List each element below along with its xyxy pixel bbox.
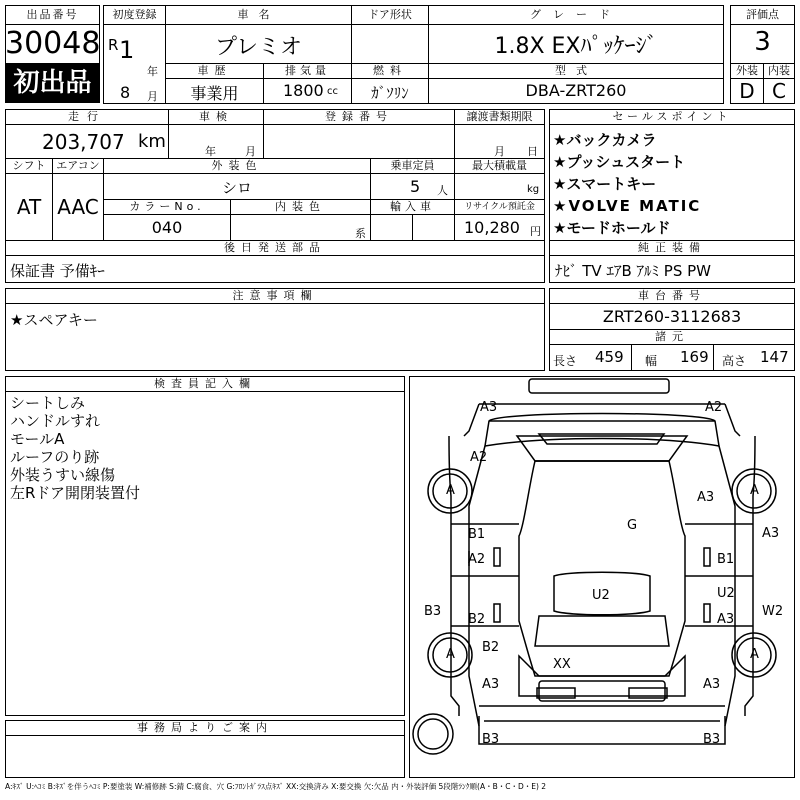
transfer-day-unit: 日 (527, 145, 538, 158)
inspector-line: シートしみ (10, 394, 86, 412)
shift-label: シフト (12, 159, 46, 172)
mark: A3 (697, 490, 715, 505)
width-label: 幅 (645, 354, 658, 368)
height-label: 高さ (722, 354, 747, 368)
reg-month: 8 (120, 83, 131, 102)
reg-no-label: 登録番号 (325, 110, 393, 123)
right-door-lines (685, 524, 753, 626)
inspector-label: 検査員記入欄 (154, 377, 256, 390)
import-cell-b (412, 214, 455, 241)
cabin (519, 461, 685, 676)
mark: A3 (482, 677, 500, 692)
mark: A3 (717, 612, 735, 627)
mark: A (446, 647, 455, 662)
month-unit: 月 (147, 90, 158, 103)
color: シロ (221, 179, 252, 197)
rear-bumper-lines (479, 706, 725, 721)
office-label: 事務局よりご案内 (137, 721, 273, 734)
left-front-handle (494, 548, 500, 566)
notes-value: ★スペアキー (10, 311, 98, 329)
right-front-handle (704, 548, 710, 566)
interior-grade: C (772, 79, 786, 103)
mileage: 203,707 (42, 130, 125, 154)
grade: 1.8X EXﾊﾟｯｹｰｼﾞ (494, 34, 658, 59)
exterior-label: 外装 (736, 64, 758, 77)
sales-point-item: ★モードホールド (553, 219, 671, 237)
sales-points-list (553, 129, 701, 239)
spare-tire (413, 714, 453, 754)
displacement: 1800 (283, 81, 324, 100)
mark: A (750, 647, 759, 662)
front-corners (464, 404, 740, 436)
front-bumper-lines (479, 404, 725, 421)
genuine-label: 純正装備 (638, 241, 706, 254)
mark: W2 (762, 604, 784, 619)
seats-unit: 人 (437, 184, 448, 197)
sales-point-item: ★スマートキー (553, 175, 657, 193)
mark: A (750, 483, 759, 498)
mark: G (627, 518, 638, 533)
mark: A2 (468, 552, 486, 567)
chassis-label: 車台番号 (638, 289, 706, 302)
height: 147 (760, 348, 789, 366)
int-color-cell (230, 214, 371, 241)
width: 169 (680, 348, 709, 366)
left-rear-handle (494, 604, 500, 622)
rear-window (535, 616, 669, 646)
mileage-unit: km (138, 131, 166, 152)
interior-label: 内装 (768, 64, 790, 77)
grade-label: グレード (530, 8, 622, 21)
mark: A (446, 483, 455, 498)
inspector-lines (10, 394, 140, 502)
score-label: 評価点 (746, 8, 779, 21)
int-color-label: 内装色 (275, 200, 326, 213)
history: 事業用 (190, 84, 239, 103)
mark: A3 (480, 400, 498, 415)
fuel: ｶﾞｿﾘﾝ (371, 84, 409, 102)
door-label: ドア形状 (368, 8, 412, 21)
exterior-grade: D (739, 79, 755, 103)
score: 3 (754, 27, 771, 57)
mark: A2 (470, 450, 488, 465)
int-color-unit: 系 (355, 227, 366, 240)
fuel-label: 燃料 (373, 64, 407, 77)
model-label: 型式 (555, 64, 597, 77)
load-label: 最大積載量 (472, 159, 527, 172)
import-cell-a (370, 214, 413, 241)
mark: B1 (717, 552, 735, 567)
inspector-line: ハンドルすれ (10, 412, 101, 430)
ac-label: エアコン (56, 159, 100, 172)
length: 459 (595, 348, 624, 366)
shift: AT (16, 195, 42, 219)
year-unit: 年 (147, 65, 158, 78)
inspection-year-unit: 年 (205, 145, 216, 158)
length-label: 長さ (553, 354, 578, 368)
genuine-equipment: ﾅﾋﾞ TV ｴｱB ｱﾙﾐ PS PW (555, 262, 711, 280)
recycle: 10,280 (464, 218, 520, 237)
reg-no-cell (263, 124, 455, 159)
mark: U2 (592, 588, 610, 603)
history-label: 車歴 (197, 64, 232, 77)
era: R (108, 36, 119, 54)
later-parts: 保証書 予備ｷｰ (10, 262, 105, 280)
mark: B1 (468, 527, 486, 542)
sales-point-item: ★VOLVE MATIC (553, 197, 702, 215)
chassis-no: ZRT260-3112683 (602, 307, 742, 326)
recycle-label: リサイクル預託金 (464, 202, 535, 212)
dimensions-label: 諸元 (655, 330, 689, 343)
later-parts-label: 後日発送部品 (224, 241, 326, 254)
color-no-label: カラーNo. (129, 200, 205, 213)
mark: A2 (705, 400, 723, 415)
spare-tire-inner (418, 719, 448, 749)
first-listing-text: 初出品 (13, 68, 92, 98)
door-cell (351, 24, 429, 64)
mileage-label: 走行 (68, 110, 106, 123)
transfer-label: 譲渡書類期限 (466, 110, 533, 123)
mark: B3 (703, 732, 721, 747)
mark: XX (553, 657, 571, 672)
seats: 5 (410, 177, 421, 196)
front-bumper-top (529, 379, 669, 393)
inspection-month-unit: 月 (245, 145, 256, 158)
mark: B2 (468, 612, 486, 627)
car-name: プレミオ (214, 35, 303, 60)
model: DBA-ZRT260 (525, 81, 627, 100)
inspector-line: 外装うすい線傷 (10, 466, 116, 484)
mark: A3 (762, 526, 780, 541)
sales-point-item: ★バックカメラ (553, 131, 657, 149)
inspector-line: モールA (10, 430, 65, 448)
color-label: 外装色 (211, 159, 263, 172)
first-reg-label: 初度登録 (112, 8, 157, 21)
right-rear-handle (704, 604, 710, 622)
seats-label: 乗車定員 (390, 159, 435, 172)
mark: A3 (703, 677, 721, 692)
color-no: 040 (151, 218, 183, 237)
inspection-label: 車検 (199, 110, 233, 123)
legend: A:ｷｽﾞ U:ﾍｺﾐ B:ｷｽﾞを伴うﾍｺﾐ P:要塗装 W:補修跡 S:錆 C:腐食、穴 G:ﾌﾛﾝﾄｶﾞﾗｽ点ｷｽﾞ XX:交換済み X:要交換 欠:欠品 内・外装評価 5段階ﾗﾝｸ順(A・B・C・D・E) 2 (5, 782, 547, 791)
inspector-line: ルーフのり跡 (10, 448, 100, 466)
transfer-month-unit: 月 (494, 145, 505, 158)
mark: B3 (424, 604, 442, 619)
sales-points-label: セールスポイント (612, 110, 732, 123)
displacement-label: 排気量 (285, 64, 330, 77)
trunk (519, 656, 685, 696)
mark: B2 (482, 640, 500, 655)
car-diagram (409, 376, 795, 778)
reg-year: 1 (119, 36, 135, 64)
import-label: 輸入車 (390, 200, 435, 213)
ac: AAC (57, 195, 99, 219)
recycle-unit: 円 (530, 225, 541, 238)
sales-point-item: ★プッシュスタート (553, 153, 686, 171)
notes-label: 注意事項欄 (232, 289, 318, 302)
inspector-line: 左Rドア開閉装置付 (10, 484, 140, 502)
mark: U2 (717, 586, 735, 601)
lot-no-label: 出品番号 (26, 8, 79, 21)
mark: B3 (482, 732, 500, 747)
rear-bumper (479, 716, 725, 744)
displacement-unit: cc (327, 86, 338, 97)
car-name-label: 車名 (237, 8, 280, 21)
lot-no: 30048 (5, 26, 100, 61)
office-box (5, 735, 405, 778)
load-unit: kg (527, 184, 540, 195)
